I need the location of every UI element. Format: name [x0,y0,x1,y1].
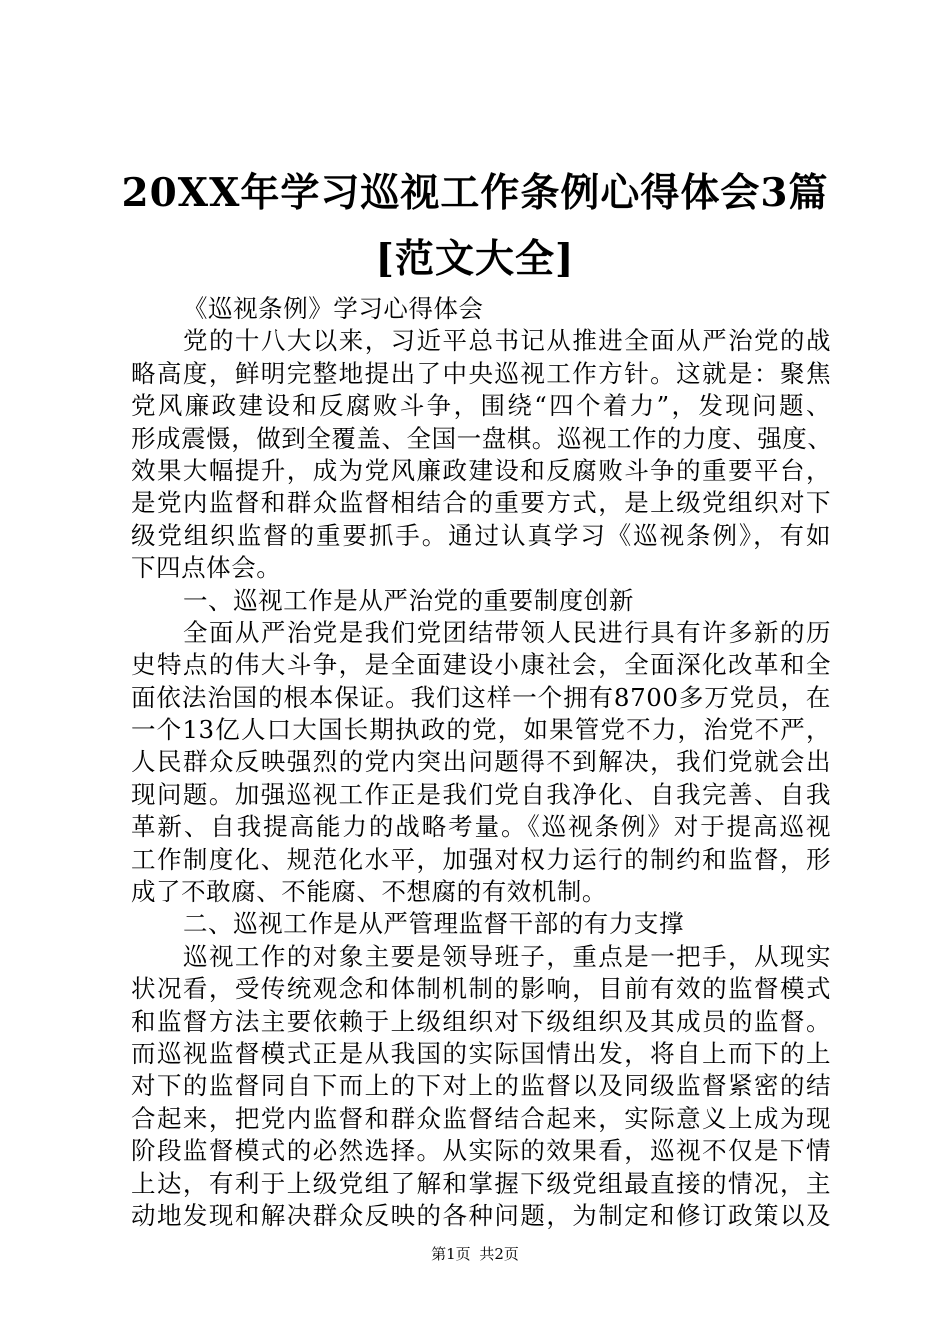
paragraph-line: 上达，有利于上级党组了解和掌握下级党组最直接的情况，主 [131,1168,831,1198]
paragraph-line: 人民群众反映强烈的党内突出问题得不到解决，我们党就会出 [131,747,831,777]
paragraph-line: 和监督方法主要依赖于上级组织对下级组织及其成员的监督。 [131,1006,831,1036]
paragraph-line: 略高度，鲜明完整地提出了中央巡视工作方针。这就是：聚焦 [131,358,831,388]
paragraph-line: 下四点体会。 [131,553,282,583]
paragraph-line: 动地发现和解决群众反映的各种问题，为制定和修订政策以及 [131,1200,831,1230]
paragraph-line: 党的十八大以来，习近平总书记从推进全面从严治党的战 [183,326,831,356]
paragraph-line: 阶段监督模式的必然选择。从实际的效果看，巡视不仅是下情 [131,1136,831,1166]
document-title: 20XX年学习巡视工作条例心得体会3篇[范文大全] [121,170,829,282]
page-number: 第1页 [431,1245,471,1263]
paragraph-line: 效果大幅提升，成为党风廉政建设和反腐败斗争的重要平台， [131,455,831,485]
section-heading: 一、巡视工作是从严治党的重要制度创新 [183,585,634,615]
paragraph-line: 革新、自我提高能力的战略考量。《巡视条例》对于提高巡视 [131,812,831,842]
paragraph-line: 史特点的伟大斗争，是全面建设小康社会，全面深化改革和全 [131,650,831,680]
paragraph-line: 成了不敢腐、不能腐、不想腐的有效机制。 [131,877,607,907]
paragraph-line: 一个13亿人口大国长期执政的党，如果管党不力，治党不严， [131,715,831,745]
paragraph-line: 全面从严治党是我们党团结带领人民进行具有许多新的历 [183,617,831,647]
paragraph-line: 工作制度化、规范化水平，加强对权力运行的制约和监督，形 [131,844,831,874]
subtitle-line: 《巡视条例》学习心得体会 [183,294,484,323]
page-total: 共2页 [479,1245,519,1263]
paragraph-line: 对下的监督同自下而上的下对上的监督以及同级监督紧密的结 [131,1071,831,1101]
paragraph-line: 面依法治国的根本保证。我们这样一个拥有8700多万党员，在 [131,682,831,712]
paragraph-line: 现问题。加强巡视工作正是我们党自我净化、自我完善、自我 [131,779,831,809]
paragraph-line: 状况看，受传统观念和体制机制的影响，目前有效的监督模式 [131,974,831,1004]
paragraph-line: 是党内监督和群众监督相结合的重要方式，是上级党组织对下 [131,488,831,518]
paragraph-line: 而巡视监督模式正是从我国的实际国情出发，将自上而下的上 [131,1038,831,1068]
section-heading: 二、巡视工作是从严管理监督干部的有力支撑 [183,909,684,939]
paragraph-line: 形成震慑，做到全覆盖、全国一盘棋。巡视工作的力度、强度、 [131,423,833,453]
page-footer [0,1243,950,1265]
document-body [131,293,831,1232]
paragraph-line: 级党组织监督的重要抓手。通过认真学习《巡视条例》，有如 [131,520,831,550]
paragraph-line: 党风廉政建设和反腐败斗争，围绕“四个着力”，发现问题、 [131,391,831,421]
paragraph-line: 巡视工作的对象主要是领导班子，重点是一把手，从现实 [183,941,831,971]
paragraph-line: 合起来，把党内监督和群众监督结合起来，实际意义上成为现 [131,1103,831,1133]
